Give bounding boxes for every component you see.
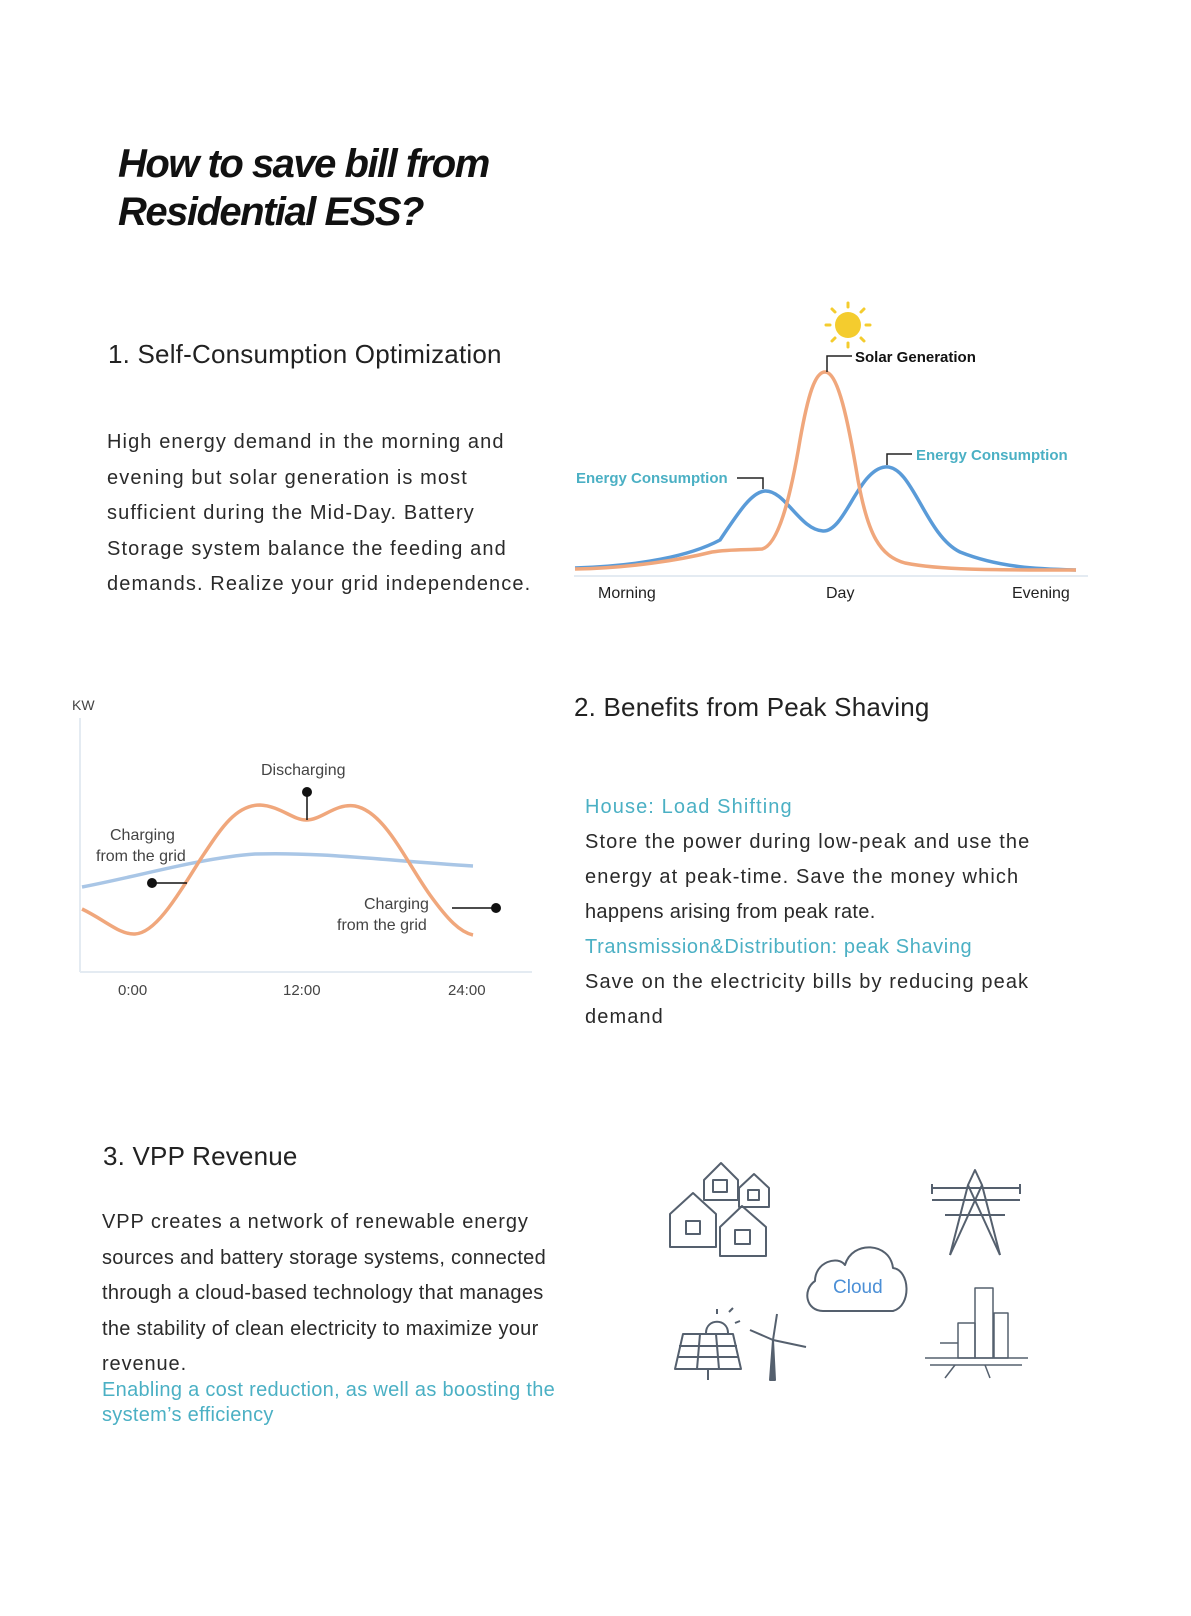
- energy-consumption-label-right: Energy Consumption: [916, 447, 1068, 464]
- charging-left-line-2: from the grid: [96, 848, 186, 865]
- section3-highlight-line-2: system’s efficiency: [102, 1404, 274, 1426]
- section2-heading: 2. Benefits from Peak Shaving: [574, 692, 930, 722]
- solar-panel-icon: [675, 1308, 741, 1380]
- section3-highlight: [102, 1378, 555, 1428]
- y-axis-label-kw: KW: [72, 697, 95, 713]
- cloud-label: Cloud: [833, 1277, 883, 1298]
- section2-house-line-2: energy at peak-time. Save the money which: [585, 866, 1020, 888]
- x-label-morning: Morning: [598, 585, 656, 602]
- x-label-day: Day: [826, 585, 855, 602]
- section1-line-4: Storage system balance the feeding and: [107, 537, 507, 560]
- city-buildings-icon: [925, 1288, 1028, 1378]
- solar-generation-label: Solar Generation: [855, 349, 976, 366]
- sun-icon: [826, 303, 870, 347]
- peak-shaving-chart: [72, 697, 532, 999]
- houses-icon: [670, 1163, 769, 1256]
- section1-heading: 1. Self-Consumption Optimization: [108, 339, 502, 369]
- chart1-leader-lines: [737, 356, 912, 489]
- house-load-shifting-label: House: Load Shifting: [585, 796, 793, 818]
- section3-line-2: sources and battery storage systems, connected: [102, 1246, 547, 1269]
- section1-line-5: demands. Realize your grid independence.: [107, 573, 532, 595]
- vpp-illustration: [670, 1163, 1028, 1380]
- section2-paragraph: [585, 790, 1030, 1035]
- energy-consumption-label-left: Energy Consumption: [576, 470, 728, 487]
- section3-line-3: through a cloud-based technology that manages: [102, 1282, 544, 1304]
- section2-td-line-2: demand: [585, 1006, 664, 1028]
- wind-turbine-icon: [750, 1314, 806, 1380]
- section1-line-1: High energy demand in the morning and: [107, 431, 505, 453]
- section3-heading: 3. VPP Revenue: [103, 1141, 298, 1171]
- section3-line-5: revenue.: [102, 1353, 188, 1375]
- section1-line-2: evening but solar generation is most: [107, 466, 468, 489]
- section2-house-line-1: Store the power during low-peak and use the: [585, 831, 1031, 853]
- discharging-label: Discharging: [261, 762, 346, 779]
- page-title-line-1: How to save bill from: [118, 142, 489, 186]
- battery-load-curve: [82, 805, 473, 935]
- transmission-tower-icon: [932, 1170, 1020, 1255]
- section3-line-4: the stability of clean electricity to maximize your: [102, 1317, 539, 1340]
- chart2-markers: [147, 787, 501, 913]
- section1-line-3: sufficient during the Mid-Day. Battery: [107, 502, 475, 524]
- x-label-24: 24:00: [448, 982, 486, 999]
- charging-left-line-1: Charging: [110, 827, 175, 844]
- td-peak-shaving-label: Transmission&Distribution: peak Shaving: [585, 936, 973, 958]
- x-label-0: 0:00: [118, 982, 148, 999]
- section3-line-1: VPP creates a network of renewable energy: [102, 1211, 529, 1233]
- section2-td-line-1: Save on the electricity bills by reducing peak: [585, 971, 1030, 993]
- x-label-12: 12:00: [283, 982, 321, 999]
- section3-paragraph: [102, 1205, 546, 1383]
- section2-house-line-3: happens arising from peak rate.: [585, 901, 876, 923]
- charging-right-line-2: from the grid: [337, 917, 427, 934]
- section3-highlight-line-1: Enabling a cost reduction, as well as boosting the: [102, 1379, 556, 1401]
- x-label-evening: Evening: [1012, 585, 1070, 602]
- charging-right-line-1: Charging: [364, 896, 429, 913]
- page-title-line-2: Residential ESS?: [118, 190, 423, 234]
